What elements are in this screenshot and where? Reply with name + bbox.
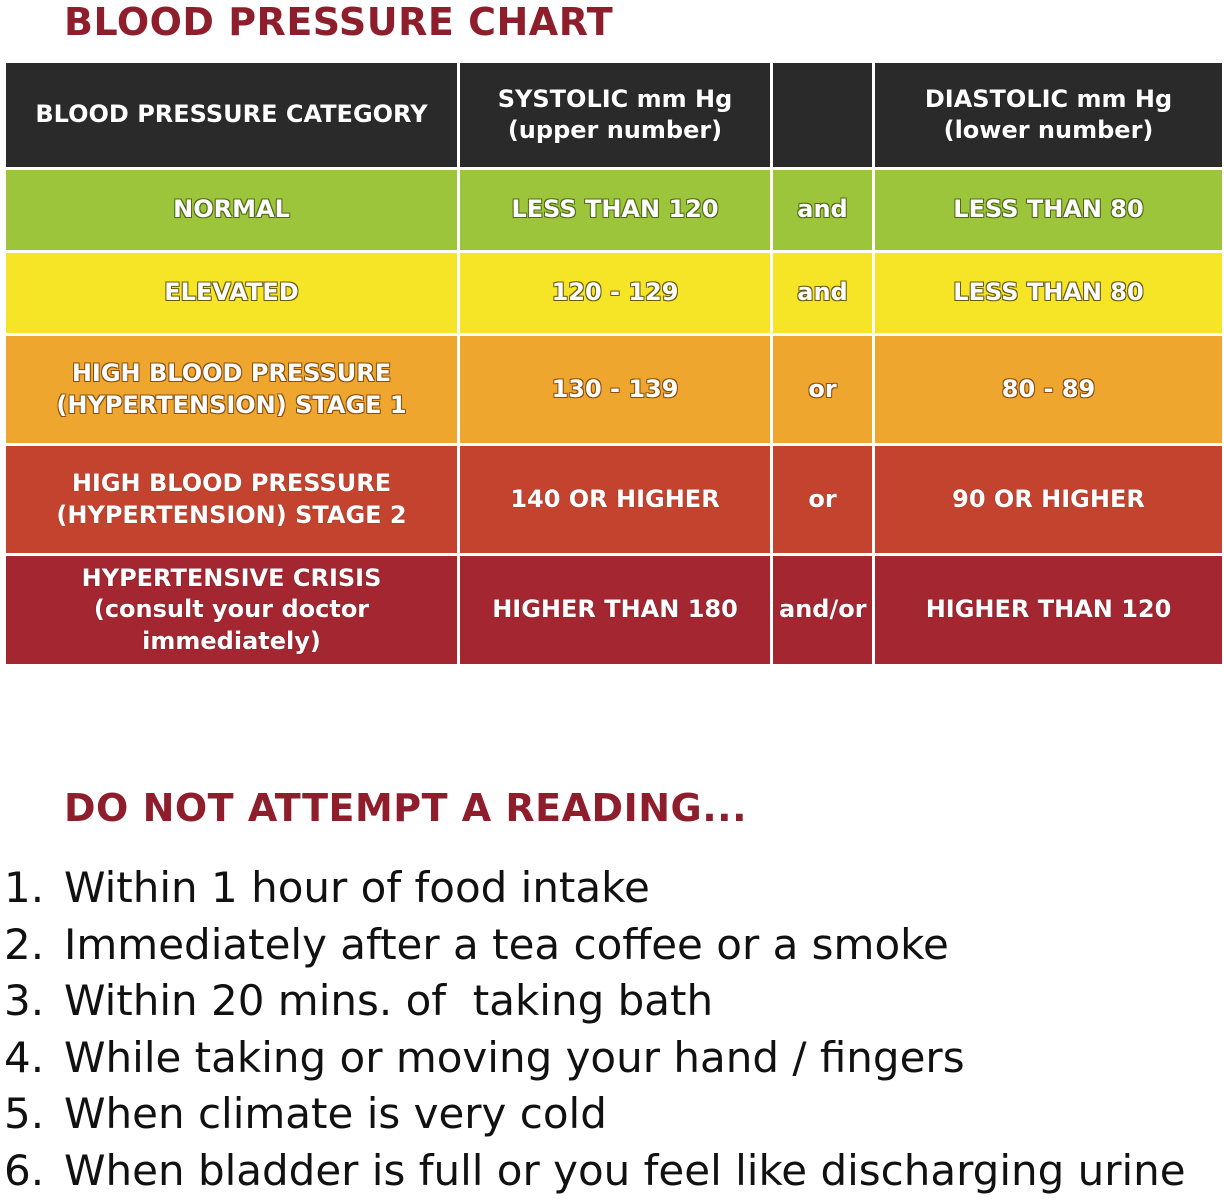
connector-cell: and xyxy=(773,253,872,333)
diastolic-cell: HIGHER THAN 120 xyxy=(875,556,1222,664)
connector-cell: and xyxy=(773,170,872,250)
table-row-crisis xyxy=(6,556,1222,664)
category-cell: HYPERTENSIVE CRISIS (consult your doctor immediately) xyxy=(6,556,457,664)
connector-cell: or xyxy=(773,336,872,443)
diastolic-cell: LESS THAN 80 xyxy=(875,170,1222,250)
diastolic-cell: LESS THAN 80 xyxy=(875,253,1222,333)
list-item: 4. While taking or moving your hand / fingers xyxy=(4,1032,965,1082)
reading-title: DO NOT ATTEMPT A READING... xyxy=(64,786,748,830)
table-row-elevated xyxy=(6,253,1222,333)
list-item: 5. When climate is very cold xyxy=(4,1089,607,1138)
reading-list xyxy=(0,860,1186,1199)
list-item: 3. Within 20 mins. of taking bath xyxy=(4,976,714,1025)
blood-pressure-table xyxy=(3,60,1224,667)
diastolic-cell: 80 - 89 xyxy=(875,336,1222,443)
connector-cell: and/or xyxy=(773,556,872,664)
header-systolic: SYSTOLIC mm Hg (upper number) xyxy=(460,63,770,167)
connector-cell: or xyxy=(773,446,872,553)
systolic-cell: 140 OR HIGHER xyxy=(460,446,770,553)
list-item: 2. Immediately after a tea coffee or a smoke xyxy=(4,919,949,969)
systolic-cell: 130 - 139 xyxy=(460,336,770,443)
systolic-cell: HIGHER THAN 180 xyxy=(460,556,770,664)
systolic-cell: LESS THAN 120 xyxy=(460,170,770,250)
category-cell: ELEVATED xyxy=(6,253,457,333)
category-cell: NORMAL xyxy=(6,170,457,250)
chart-title: BLOOD PRESSURE CHART xyxy=(64,0,614,44)
table-header-row xyxy=(6,63,1222,167)
list-item: 6. When bladder is full or you feel like discharging urine xyxy=(4,1145,1186,1195)
table-row-normal xyxy=(6,170,1222,250)
category-cell: HIGH BLOOD PRESSURE (HYPERTENSION) STAGE 1 xyxy=(6,336,457,443)
table-row-stage2 xyxy=(6,446,1222,553)
category-cell: HIGH BLOOD PRESSURE (HYPERTENSION) STAGE 2 xyxy=(6,446,457,553)
header-connector xyxy=(773,63,872,167)
header-diastolic: DIASTOLIC mm Hg (lower number) xyxy=(875,63,1222,167)
list-item: 1. Within 1 hour of food intake xyxy=(4,863,650,912)
systolic-cell: 120 - 129 xyxy=(460,253,770,333)
table-row-stage1 xyxy=(6,336,1222,443)
header-category: BLOOD PRESSURE CATEGORY xyxy=(6,63,457,167)
diastolic-cell: 90 OR HIGHER xyxy=(875,446,1222,553)
